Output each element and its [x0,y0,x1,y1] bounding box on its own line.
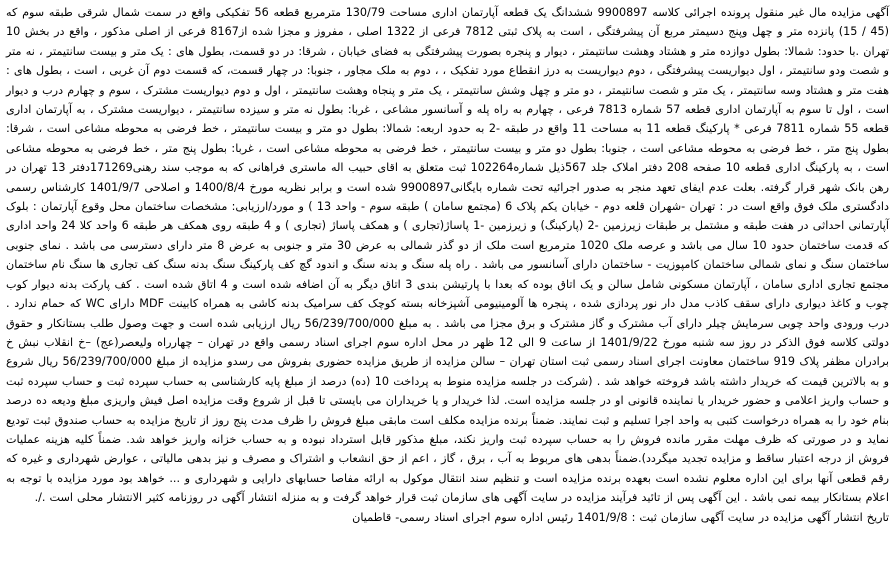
notice-body: آگهی مزایده مال غیر منقول پرونده اجرائی کلاسه 9900897 ششدانگ یک قطعه آپارتمان اداری مساحت 130/79 مترمربع قطعه 56 تفکیکی واقع در سمت شمال شرقی طبقه سوم که (45 / 15) پانزده متر و چهل وپنج دسیمتر مربع آن پیشرفتگی ، است به پلاک ثبتی 7812 فرعی از 1322 اصلی ، مفروز و مجزا شده از8167 فرعی از اصلی مذکور ، واقع در بخش 10 تهران .با حدود: شمالا: بطول دوازده متر و هشتاد وهشت سانتیمتر ، دیوار و پنجره بصورت پیشرفتگی به فضای خیابان ، شرقا: در دو قسمت، بطول های : یک متر و بیست سانتیمتر ، نه متر و شصت ودو سانتیمتر ، اول دیواریست پیشرفتگی ، دوم دیواریست به درز انقطاع مورد تفکیک ، ، دوم به ملک مجاور ، جنوبا: در چهار قسمت، که قسمت دوم آن غربی ، است ، بطول های : هفت متر و هشتاد وسه سانتیمتر ، یک متر و شصت سانتیمتر ، دو متر و چهل وشش سانتیمتر ، یک متر و پنجاه وهشت سانتیمتر ، اول و دوم دیواریست مشترک ، سوم و چهارم درب و دیوار است ، اول تا سوم به آپارتمان اداری قطعه 57 شماره 7813 فرعی ، چهارم به راه پله و آسانسور مشاعی ، غربا: بطول نه متر و سیزده سانتیمتر ، دیواریست مشترک ، به آپارتمان اداری قطعه 55 شماره 7811 فرعی * پارکینگ قطعه 11 به مساحت 11 واقع در طبقه -2 به حدود اربعه: شمالا: بطول دو متر و بیست سانتیمتر ، خط فرضی به محوطه مشاعی است ، شرقا: بطول پنج متر ، خط فرضی به محوطه مشاعی است ، جنوبا: بطول دو متر و بیست سانتیمتر ، خط فرضی به محوطه مشاعی است ، غربا: بطول پنج متر ، خط فرضی به محوطه مشاعی است ، به پارکینگ اداری قطعه 10 صفحه 208 دفتر املاک جلد 567ذیل شماره102264 ثبت متعلق به اقای حبیب اله ماستری فراهانی که به موجب سند رهنی171269دفتر 13 تهران در رهن بانک شهر قرار گرفته. بعلت عدم ایفای تعهد منجر به صدور اجرائیه تحت شماره بایگانی9900897 شده است و برابر نظریه مورخ 1400/8/4 و اصلاحی 1401/9/7 کارشناس رسمی دادگستری ملک فوق واقع است در : تهران -شهران قلعه دوم - خیابان یکم پلاک 6 (مجتمع سامان ) طبقه سوم - واحد 13 ) و مورد/ارزیابی: مشخصات ساختمان محل وقوع آپارتمان : بلوک آپارتمانی احداثی در هفت طبقه و مشتمل بر طبقات زیرزمین -2 (پارکینگ) و زیرزمین -1 پاساژ(تجاری ) و همکف پاساژ (تجاری ) و 4 طبقه روی همکف هر طبقه 6 واحد کلا 24 واحد اداری که قدمت ساختمان حدود 10 سال می باشد و عرصه ملک 1020 مترمربع است ملک از دو گذر شمالی به عرض 30 متر و جنوبی به عرض 8 متر دارای دسترسی می باشد . نمای جنوبی ساختمان سنگ و نمای شمالی ساختمان کامپوزیت - ساختمان دارای آسانسور می باشد . راه پله سنگ و بدنه سنگ و اندود گچ کف پارکینگ سنگ بدنه سنگ کف تجاری ها سنگ نام ساختمان مجتمع تجاری اداری سامان ، آپارتمان مسکونی شامل سالن و یک اتاق بوده که بعدا با پارتیشن بندی 3 اتاق دیگر به آن اضافه شده است و 4 اتاق شده است . کف پارکت بدنه دیوار کوب چوب و کاغذ دیواری دارای سقف کاذب مدل دار نور پردازی شده ، پنجره ها آلومینیومی آشپزخانه بسته کوچک کف سرامیک بدنه کاشی به همراه کابینت MDF دارای WC که حمام ندارد . درب ورودی واحد چوبی سرمایش چیلر دارای آب مشترک و گاز مشترک و برق مجزا می باشد . به مبلغ 56/239/700/000 ریال ارزیابی شده است و جهت وصول طلب بستانکار و حقوق دولتی کلاسه فوق الذکر در روز سه شنبه مورخ 1401/9/22 از ساعت 9 الی 12 ظهر در محل اداره سوم اجرای اسناد رسمی واقع در تهران – چهارراه ولیعصر(عج) –خ انقلاب نبش خ برادران مظفر پلاک 919 ساختمان معاونت اجرای اسناد رسمی ثبت استان تهران – سالن مزایده از طریق مزایده حضوری بفروش می رسدو مزایده از مبلغ 56/239/700/000 ریال شروع و به بالاترین قیمت که خریدار داشته باشد فروخته خواهد شد . (شرکت در جلسه مزایده منوط به پرداخت 10 (ده) درصد از مبلغ پایه کارشناسی به حساب سپرده ثبت و حساب سپرده ثبت و حساب واریز اعلامی و حضور خریدار یا نماینده قانونی او در جلسه مزایده است. لذا خریدار و یا خریداران می بایستی تا قبل از شروع وقت مزایده اصل فیش واریزی مبلغ ودیعه ده درصد بنام خود را به همراه درخواست کتبی به واحد اجرا تسلیم و ثبت نمایند. ضمناً برنده مزایده مکلف است مابقی مبلغ فروش را ظرف مدت پنج روز از تاریخ مزایده به حساب صندوق ثبت تودیع نماید و در صورتی که ظرف مهلت مقرر مانده فروش را به حساب سپرده ثبت واریز نکند، مبلغ مذکور قابل استرداد نبوده و به حساب خزانه واریز خواهد شد. ضمناً کلیه هزینه عملیات فروش از درجه اعتبار ساقط و مزایده تجدید میگردد).ضمناً بدهی های مربوط به آب ، برق ، گاز ، اعم از حق انشعاب و اشتراک و مصرف و نیز بدهی مالیاتی ، عوارض شهرداری و غیره که رقم قطعی آنها برای این اداره معلوم نشده است بعهده برنده مزایده است و تنظیم سند انتقال موکول به ارائه مفاصا حسابهای دارایی و شهرداری و ... خواهد بود مورد مزایده با توجه به اعلام بستانکار بیمه نمی باشد . این آگهی پس از تائید فرآیند مزایده در سایت آگهی های سازمان ثبت قرار خواهد گرفت و به منزله انتشار آگهی در روزنامه کثیر الانتشار محلی است ./. [6,6,890,505]
notice-footer: تاریخ انتشار آگهی مزایده در سایت آگهی سازمان ثبت : 1401/9/8 رئیس اداره سوم اجرای اسناد رسمی- قاطمیان [352,510,889,524]
